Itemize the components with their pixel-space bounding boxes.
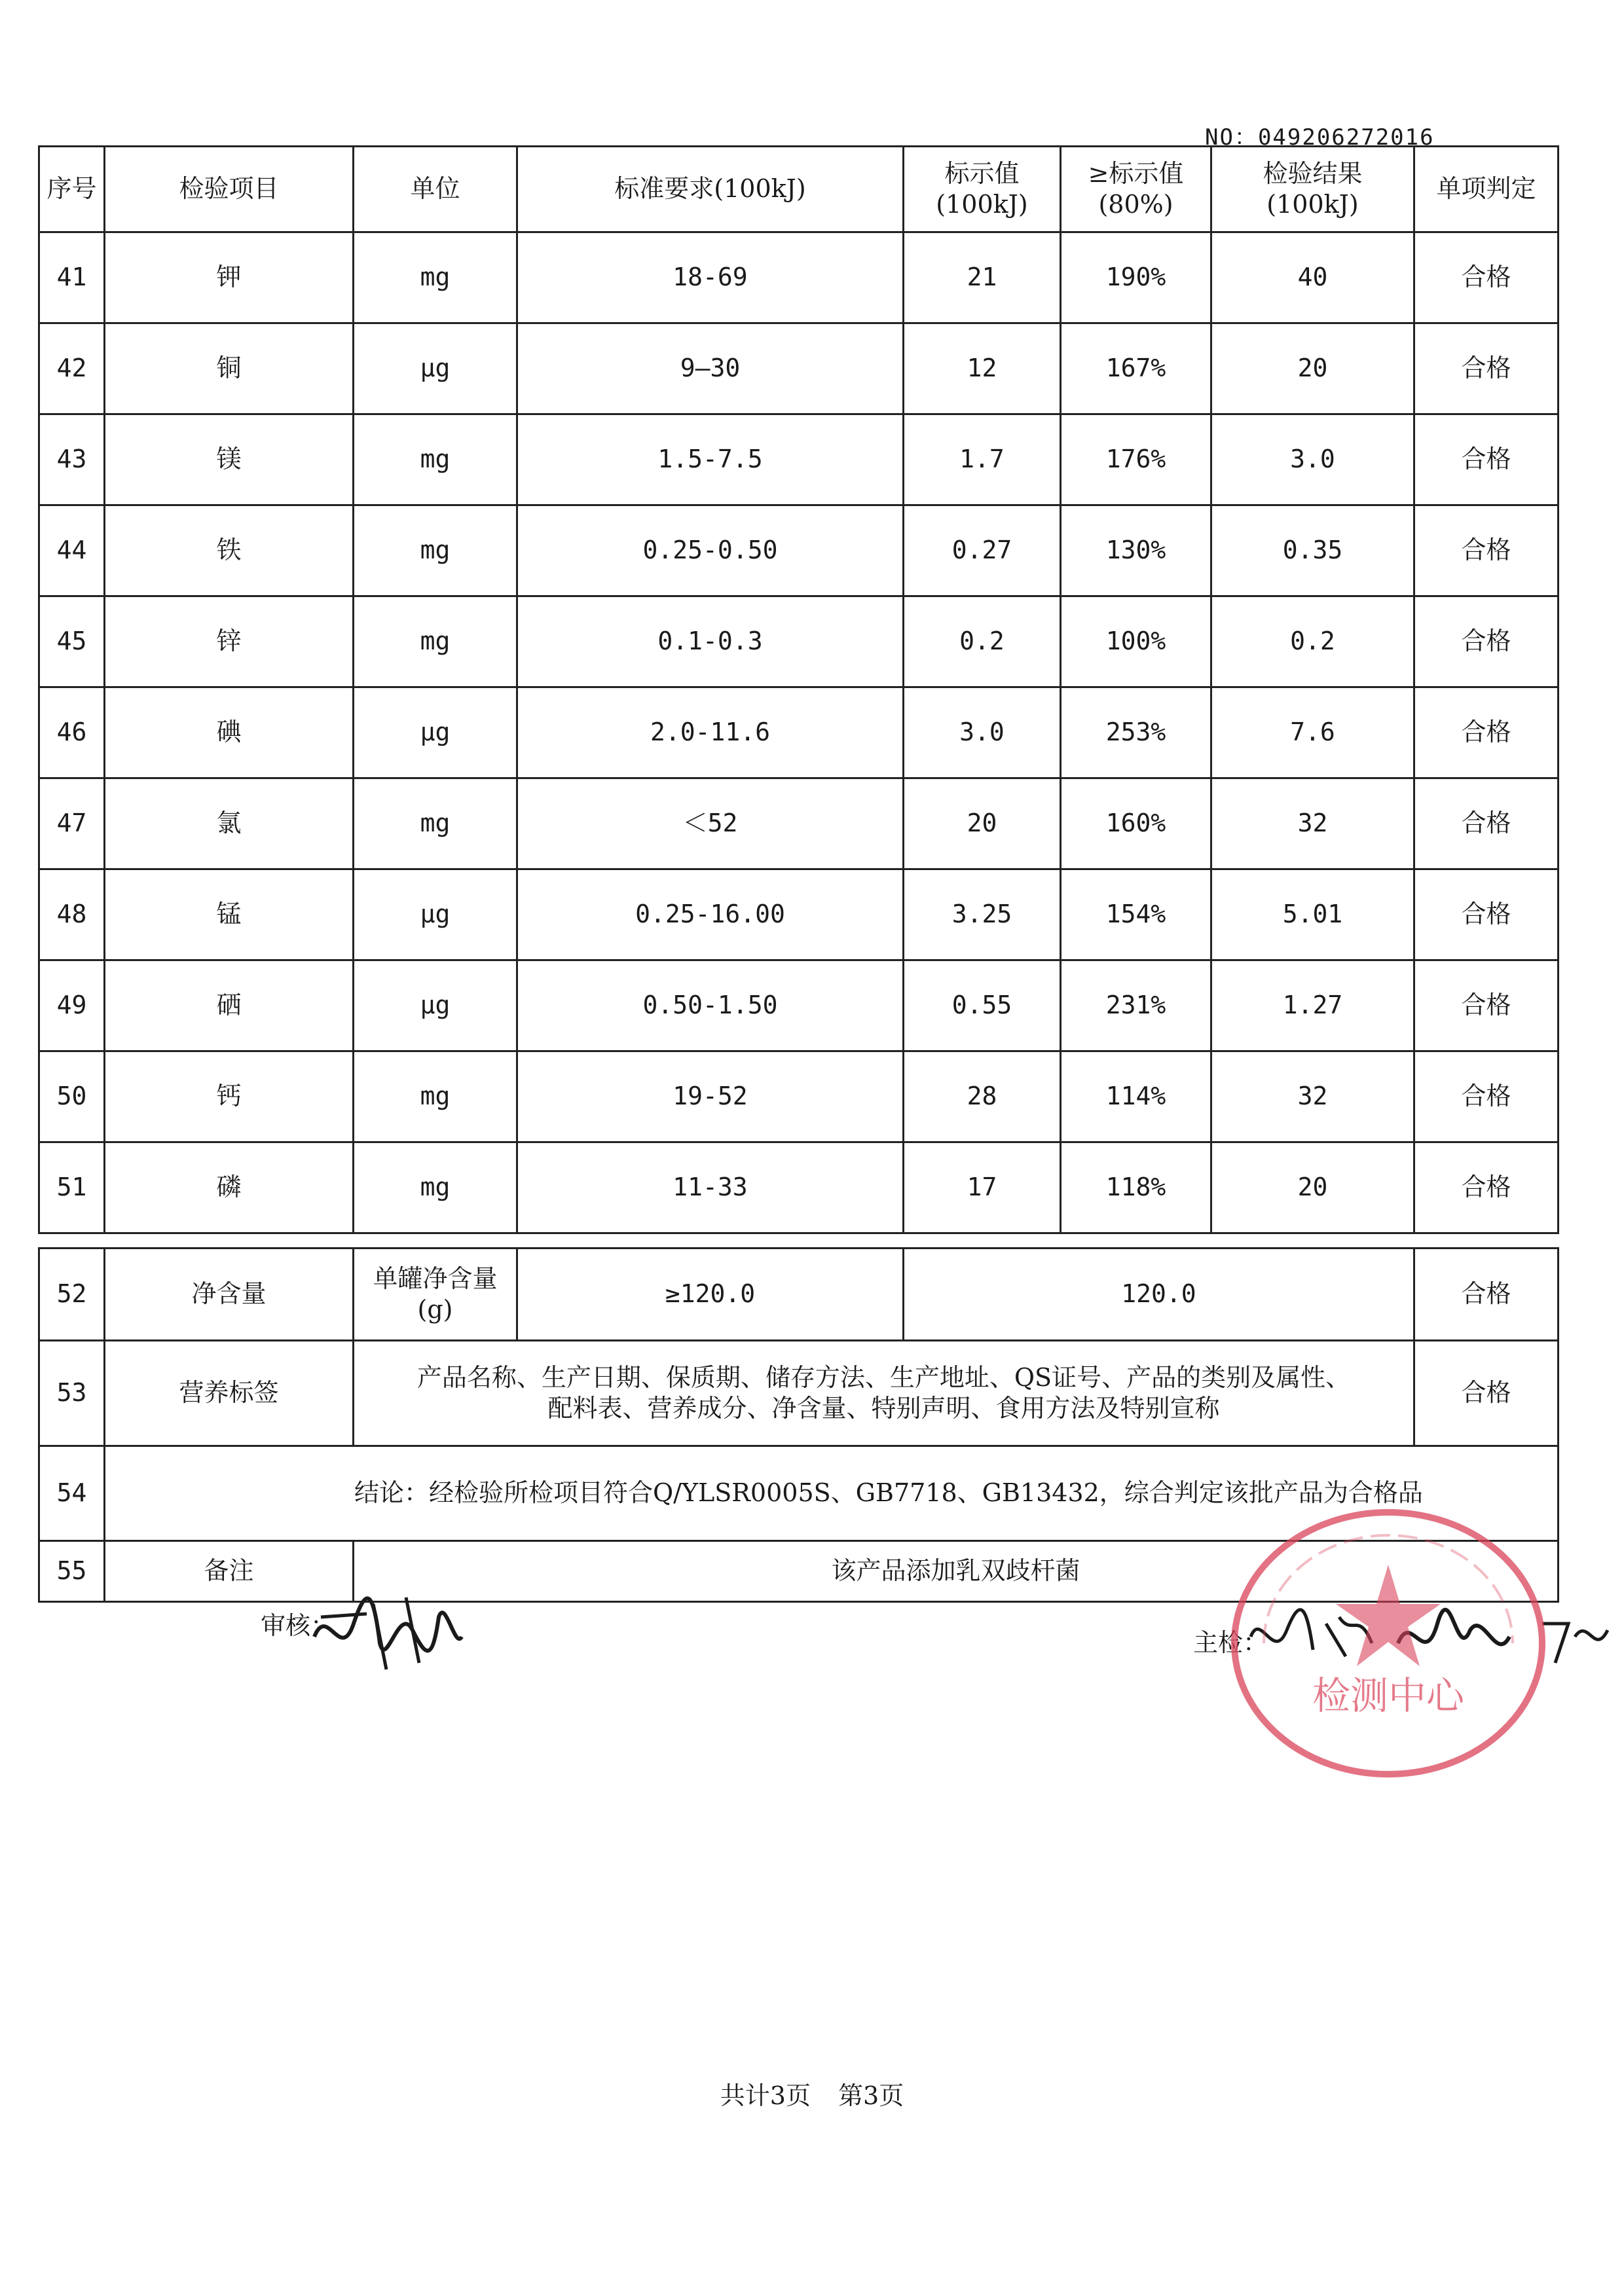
table-row: [39, 1051, 1559, 1142]
cell-result: 0.2: [1211, 596, 1414, 687]
header-label-value: [904, 147, 1061, 232]
cell-label-val: 3.25: [904, 869, 1061, 960]
row52-judgement: 合格: [1414, 1248, 1559, 1341]
row52-unit-line2: (g): [417, 1295, 453, 1324]
reviewer-signature-icon: [308, 1578, 465, 1683]
row54-seq: 54: [39, 1446, 105, 1541]
cell-standard: 0.50-1.50: [517, 960, 904, 1051]
cell-seq: 51: [39, 1142, 105, 1233]
cell-ratio: 130%: [1061, 505, 1211, 596]
header-result-line2: (100kJ): [1266, 190, 1359, 219]
cell-unit: mg: [354, 1142, 517, 1233]
row55-seq: 55: [39, 1541, 105, 1602]
cell-judgement: 合格: [1414, 232, 1559, 323]
row53-item: 营养标签: [105, 1341, 354, 1446]
cell-label-val: 12: [904, 323, 1061, 414]
cell-result: 20: [1211, 1142, 1414, 1233]
cell-seq: 42: [39, 323, 105, 414]
header-label-value-line1: 标示值: [944, 158, 1020, 188]
row53-text-line1: 产品名称、生产日期、保质期、储存方法、生产地址、QS证号、产品的类别及属性、: [416, 1362, 1351, 1392]
cell-result: 3.0: [1211, 414, 1414, 505]
cell-unit: mg: [354, 505, 517, 596]
table-row: [39, 1142, 1559, 1233]
cell-result: 1.27: [1211, 960, 1414, 1051]
cell-result: 32: [1211, 778, 1414, 869]
cell-unit: μg: [354, 960, 517, 1051]
row52-result: 120.0: [904, 1248, 1414, 1341]
cell-unit: μg: [354, 869, 517, 960]
cell-judgement: 合格: [1414, 687, 1559, 778]
header-judgement: 单项判定: [1414, 147, 1559, 232]
row52-item: 净含量: [105, 1248, 354, 1341]
cell-label-val: 3.0: [904, 687, 1061, 778]
cell-result: 0.35: [1211, 505, 1414, 596]
table-gap: [39, 1233, 1559, 1248]
row53-judgement: 合格: [1414, 1341, 1559, 1446]
table-row: [39, 687, 1559, 778]
cell-label-val: 28: [904, 1051, 1061, 1142]
cell-seq: 45: [39, 596, 105, 687]
cell-label-val: 0.27: [904, 505, 1061, 596]
cell-ratio: 231%: [1061, 960, 1211, 1051]
header-ratio-line2: (80%): [1098, 190, 1173, 219]
inspection-table: [38, 145, 1559, 1603]
cell-unit: μg: [354, 687, 517, 778]
cell-judgement: 合格: [1414, 1051, 1559, 1142]
table-row: [39, 596, 1559, 687]
table-row: [39, 505, 1559, 596]
cell-unit: mg: [354, 596, 517, 687]
cell-ratio: 160%: [1061, 778, 1211, 869]
cell-ratio: 190%: [1061, 232, 1211, 323]
cell-seq: 48: [39, 869, 105, 960]
cell-judgement: 合格: [1414, 414, 1559, 505]
official-seal-icon: [1225, 1493, 1565, 1781]
cell-ratio: 100%: [1061, 596, 1211, 687]
cell-standard: 0.25-16.00: [517, 869, 904, 960]
header-unit: 单位: [354, 147, 517, 232]
cell-item: 铜: [105, 323, 354, 414]
cell-item: 锌: [105, 596, 354, 687]
cell-item: 钙: [105, 1051, 354, 1142]
cell-item: 硒: [105, 960, 354, 1051]
header-seq: 序号: [39, 147, 105, 232]
row52-unit-line1: 单罐净含量: [373, 1264, 498, 1293]
cell-seq: 43: [39, 414, 105, 505]
cell-label-val: 1.7: [904, 414, 1061, 505]
table-row: [39, 869, 1559, 960]
cell-standard: 19-52: [517, 1051, 904, 1142]
cell-ratio: 253%: [1061, 687, 1211, 778]
cell-standard: 18-69: [517, 232, 904, 323]
cell-standard: 0.1-0.3: [517, 596, 904, 687]
table-header-row: [39, 147, 1559, 232]
row53-label-content: [354, 1341, 1414, 1446]
cell-label-val: 20: [904, 778, 1061, 869]
header-ratio-line1: ≥标示值: [1088, 158, 1184, 188]
cell-seq: 50: [39, 1051, 105, 1142]
cell-ratio: 167%: [1061, 323, 1211, 414]
document-number: NO：049206272016: [1205, 124, 1435, 151]
header-item: 检验项目: [105, 147, 354, 232]
cell-label-val: 0.55: [904, 960, 1061, 1051]
table-row-53: [39, 1341, 1559, 1446]
header-result: [1211, 147, 1414, 232]
cell-ratio: 114%: [1061, 1051, 1211, 1142]
cell-result: 32: [1211, 1051, 1414, 1142]
cell-judgement: 合格: [1414, 960, 1559, 1051]
cell-item: 铁: [105, 505, 354, 596]
cell-result: 5.01: [1211, 869, 1414, 960]
cell-unit: mg: [354, 778, 517, 869]
table-row-52: [39, 1248, 1559, 1341]
cell-item: 磷: [105, 1142, 354, 1233]
cell-seq: 41: [39, 232, 105, 323]
inspector-label: 主检：: [1193, 1628, 1268, 1657]
row52-unit: [354, 1248, 517, 1341]
cell-result: 20: [1211, 323, 1414, 414]
header-standard: 标准要求(100kJ): [517, 147, 904, 232]
row53-seq: 53: [39, 1341, 105, 1446]
row53-text-line2: 配料表、营养成分、净含量、特别声明、食用方法及特别宣称: [547, 1394, 1220, 1423]
page-footer: [0, 2075, 1624, 2111]
cell-judgement: 合格: [1414, 505, 1559, 596]
reviewer-label: 审核：: [261, 1611, 336, 1640]
row52-seq: 52: [39, 1248, 105, 1341]
cell-standard: 9—30: [517, 323, 904, 414]
table-row: [39, 323, 1559, 414]
cell-standard: ＜52: [517, 778, 904, 869]
table-row: [39, 232, 1559, 323]
cell-judgement: 合格: [1414, 1142, 1559, 1233]
header-ratio: [1061, 147, 1211, 232]
cell-unit: μg: [354, 323, 517, 414]
cell-item: 碘: [105, 687, 354, 778]
cell-label-val: 17: [904, 1142, 1061, 1233]
footer-page-number: 第3页: [838, 2081, 904, 2110]
cell-result: 40: [1211, 232, 1414, 323]
cell-ratio: 154%: [1061, 869, 1211, 960]
conclusion-text: 结论：经检验所检项目符合Q/YLSR0005S、GB7718、GB13432，综合判定该批产品为合格品: [105, 1446, 1559, 1541]
cell-judgement: 合格: [1414, 596, 1559, 687]
cell-seq: 44: [39, 505, 105, 596]
cell-ratio: 176%: [1061, 414, 1211, 505]
row55-item: 备注: [105, 1541, 354, 1602]
header-result-line1: 检验结果: [1263, 158, 1363, 188]
cell-unit: mg: [354, 232, 517, 323]
row52-standard: ≥120.0: [517, 1248, 904, 1341]
cell-unit: mg: [354, 1051, 517, 1142]
table-row: [39, 960, 1559, 1051]
cell-label-val: 21: [904, 232, 1061, 323]
cell-standard: 11-33: [517, 1142, 904, 1233]
cell-judgement: 合格: [1414, 323, 1559, 414]
footer-total-pages: 共计3页: [720, 2081, 811, 2110]
cell-seq: 47: [39, 778, 105, 869]
remark-text: 该产品添加乳双歧杆菌: [354, 1541, 1559, 1602]
seal-center-text: 检测中心: [1312, 1673, 1465, 1718]
cell-unit: mg: [354, 414, 517, 505]
cell-item: 氯: [105, 778, 354, 869]
table-row: [39, 778, 1559, 869]
cell-judgement: 合格: [1414, 869, 1559, 960]
cell-standard: 2.0-11.6: [517, 687, 904, 778]
cell-item: 钾: [105, 232, 354, 323]
cell-seq: 46: [39, 687, 105, 778]
cell-judgement: 合格: [1414, 778, 1559, 869]
header-label-value-line2: (100kJ): [936, 190, 1028, 219]
cell-label-val: 0.2: [904, 596, 1061, 687]
table-gap-row: [39, 1233, 1559, 1248]
cell-result: 7.6: [1211, 687, 1414, 778]
cell-standard: 1.5-7.5: [517, 414, 904, 505]
cell-item: 锰: [105, 869, 354, 960]
cell-seq: 49: [39, 960, 105, 1051]
cell-item: 镁: [105, 414, 354, 505]
cell-standard: 0.25-0.50: [517, 505, 904, 596]
cell-ratio: 118%: [1061, 1142, 1211, 1233]
table-row: [39, 414, 1559, 505]
